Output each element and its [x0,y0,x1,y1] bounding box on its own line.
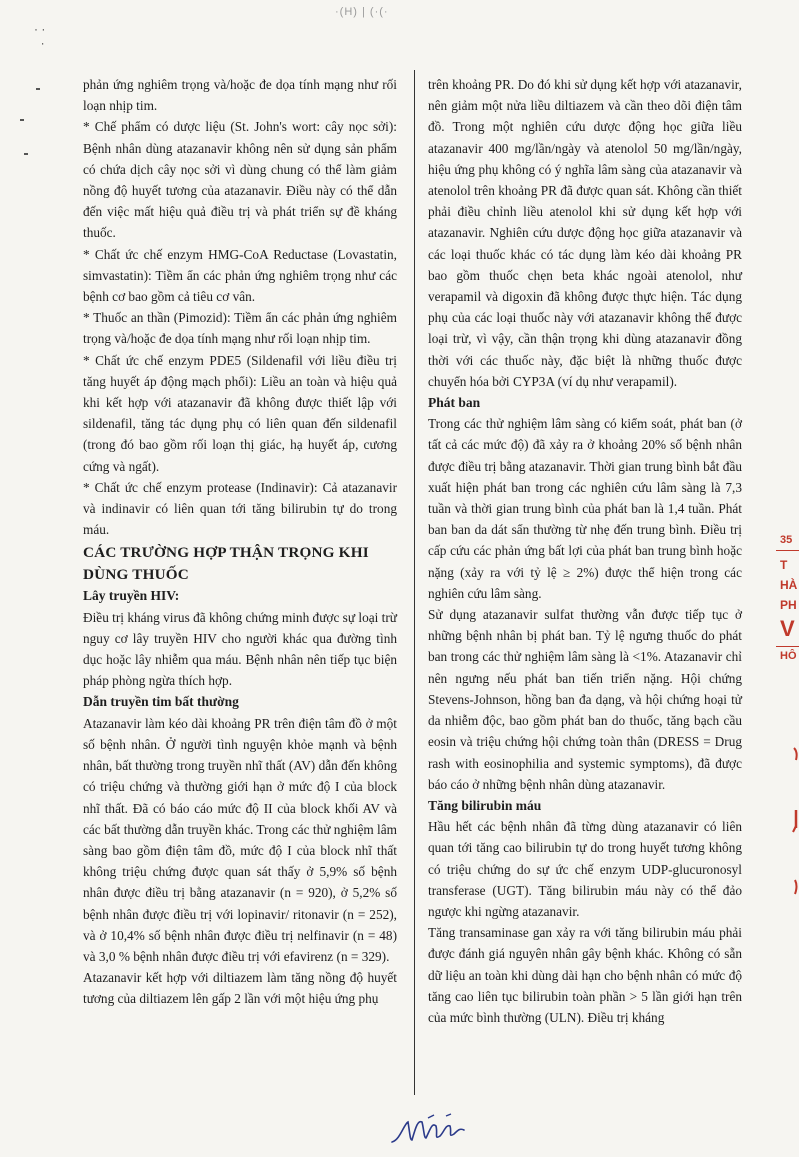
scan-artifact-dots: · · · [34,22,46,50]
stamp-glyph: HÔ [780,650,797,662]
scan-header-mark: ·(H) | (·(· [335,6,389,18]
stamp-glyph: PH [780,598,797,612]
section-heading: Phát ban [428,395,481,411]
paragraph: * Chất ức chế enzym protease (Indinavir): Cả atazanavir và indinavir có liên quan tới tăng bilirubin tự do trong máu. [83,479,397,538]
margin-tick [36,88,40,90]
paragraph: phản ứng nghiêm trọng và/hoặc đe dọa tính mạng như rối loạn nhịp tim. [83,77,397,114]
margin-tick [20,119,24,121]
paragraph: trên khoảng PR. Do đó khi sử dụng kết hợp với atazanavir, nên giảm một nửa liều diltiazem và cần theo dõi điện tâm đồ. Trong một nghiên cứu dược động học giữa liều atazanavir 400 mg/lần/ngày và atenolol 50 mg/lần/ngày, hiệu ứng phụ không có ý nghĩa lâm sàng của atazanavir và atenolol trên khoảng PR đã được quan sát. Không cần thiết phải điều chỉnh liều atenolol khi sử dụng kết hợp với atazanavir. Nghiên cứu dược động học giữa atazanavir và các loại thuốc khác có tác dụng làm kéo dài khoảng PR bao gồm thuốc chẹn beta khác ngoài atenolol, như verapamil và digoxin đã không được thực hiện. Tác dụng phụ của các loại thuốc này với atazanavir không thể được loại trừ, vì vậy, cần thận trọng khi dùng atazanavir đồng thời với các thuốc này, đặc biệt là những thuốc được chuyển hóa bởi CYP3A (ví dụ như verapamil). [428,77,742,389]
stamp-rule [776,646,799,647]
paragraph: Trong các thử nghiệm lâm sàng có kiểm soát, phát ban (ở tất cả các mức độ) đã xảy ra ở khoảng 20% số bệnh nhân được điều trị bằng atazanavir. Thời gian trung bình bắt đầu xuất hiện phát ban trong các nghiên cứu lâm sàng là 7,3 tuần và thời gian trung bình của phát ban là 1,4 tuần. Phát ban ban da dát sẩn thường từ nhẹ đến trung bình. Điều trị cấp cứu các phản ứng bất lợi của phát ban trung bình hoặc nặng (xảy ra với tỷ lệ ≥ 2%) được thể hiện trong các nghiên cứu lâm sàng. [428,416,742,601]
stamp-glyph: V [780,616,795,641]
paragraph: Atazanavir làm kéo dài khoảng PR trên điện tâm đồ ở một số bệnh nhân. Ở người tình nguyện khỏe mạnh và bệnh nhân, bất thường trong truyền nhĩ thất (AV) dẫn đến không có triệu chứng và thường giới hạn ở mức độ I của block nhĩ thất. Đã có báo cáo mức độ II của block khối AV và các bất thường dẫn truyền khác. Trong các thử nghiệm lâm sàng bao gồm điện tâm đồ, mức độ I của block nhĩ thất không triệu chứng được quan sát thấy ở 5,9% số bệnh nhân được điều trị bằng atazanavir (n = 920), ở 5,2% số bệnh nhân được điều trị với lopinavir/ ritonavir (n = 252), và ở 10,4% số bệnh nhân được điều trị nelfinavir (n = 48) và 3,0 % bệnh nhân được điều trị với efavirenz (n = 329). [83,715,397,964]
section-heading: Lây truyền HIV: [83,588,180,604]
left-column [83,74,397,1010]
column-divider [414,70,415,1095]
section-heading: Dẫn truyền tim bất thường [83,694,239,710]
paragraph: * Chất ức chế enzym PDE5 (Sildenafil với liều điều trị tăng huyết áp động mạch phổi): Liều an toàn và hiệu quả khi kết hợp với atazanavir đã không được thiết lập với sildenafil, tăng tác dụng phụ có liên quan đến sildenafil (trong đó bao gồm rối loạn thị giác, hạ huyết áp, cương cứng và ngất). [83,352,397,474]
margin-tick [24,153,28,155]
handwritten-signature [388,1112,468,1150]
stamp-fragment-marks [778,740,799,900]
right-column [428,74,742,1028]
paragraph: Điều trị kháng virus đã không chứng minh được sự loại trừ nguy cơ lây truyền HIV cho người khác qua đường tình dục hoặc lây nhiễm qua máu. Bệnh nhân nên tiếp tục biện pháp phòng ngừa thích hợp. [83,609,397,689]
paragraph: * Thuốc an thần (Pimozid): Tiềm ẩn các phản ứng nghiêm trọng và/hoặc đe dọa tính mạng như rối loạn nhịp tim. [83,310,397,347]
red-stamp-edge [776,528,799,728]
stamp-glyph: 35 [780,534,793,546]
stamp-rule [776,550,799,551]
paragraph: Hầu hết các bệnh nhân đã từng dùng atazanavir có liên quan tới tăng cao bilirubin tự do trong huyết tương không có triệu chứng do sự ức chế enzym UDP-glucuronosyl transferase (UGT). Tăng bilirubin máu này có thể đảo ngược khi ngừng atazanavir. [428,819,742,919]
section-heading: Tăng bilirubin máu [428,797,542,813]
stamp-glyph: T [780,558,788,572]
paragraph: Atazanavir kết hợp với diltiazem làm tăng nồng độ huyết tương của diltiazem lên gấp 2 lần với một hiệu ứng phụ [83,970,397,1007]
stamp-glyph: HÀ [780,578,798,592]
paragraph: Sử dụng atazanavir sulfat thường vẫn được tiếp tục ở những bệnh nhân bị phát ban. Tỷ lệ ngưng thuốc do phát ban trong các thử nghiệm lâm sàng là <1%. Atazanavir chỉ nên ngưng nếu phát ban tiến triển nặng. Hội chứng Stevens-Johnson, hồng ban đa dạng, và hội chứng hoại tử da nhiễm độc, bao gồm phát ban do thuốc, tăng bạch cầu eosin và triệu chứng hội chứng toàn thân (DRESS = Drug rash with eosinophilia and systemic symptoms), đã được báo cáo ở những bệnh nhân dùng atazanavir. [428,607,742,792]
paragraph: * Chế phẩm có dược liệu (St. John's wort: cây nọc sởi): Bệnh nhân dùng atazanavir không nên sử dụng sản phẩm có chứa dịch cây nọc sởi vì dùng chung có thể làm giảm nồng độ huyết tương của atazanavir. Điều này có thể dẫn đến việc mất hiệu quả điều trị và phát triển sự đề kháng thuốc. [83,119,397,241]
paragraph: * Chất ức chế enzym HMG-CoA Reductase (Lovastatin, simvastatin): Tiềm ẩn các phản ứng nghiêm trọng như các bệnh cơ bao gồm cả tiêu cơ vân. [83,246,397,305]
paragraph: Tăng transaminase gan xảy ra với tăng bilirubin máu phải được đánh giá nguyên nhân gây bệnh khác. Không có sẵn dữ liệu an toàn khi dùng dài hạn cho bệnh nhân có mức độ tăng cao liên tục bilirubin toàn phần > 5 lần giới hạn trên của mức bình thường (ULN). Điều trị kháng [428,925,742,1025]
section-heading: CÁC TRƯỜNG HỢP THẬN TRỌNG KHI DÙNG THUỐC [83,544,369,583]
